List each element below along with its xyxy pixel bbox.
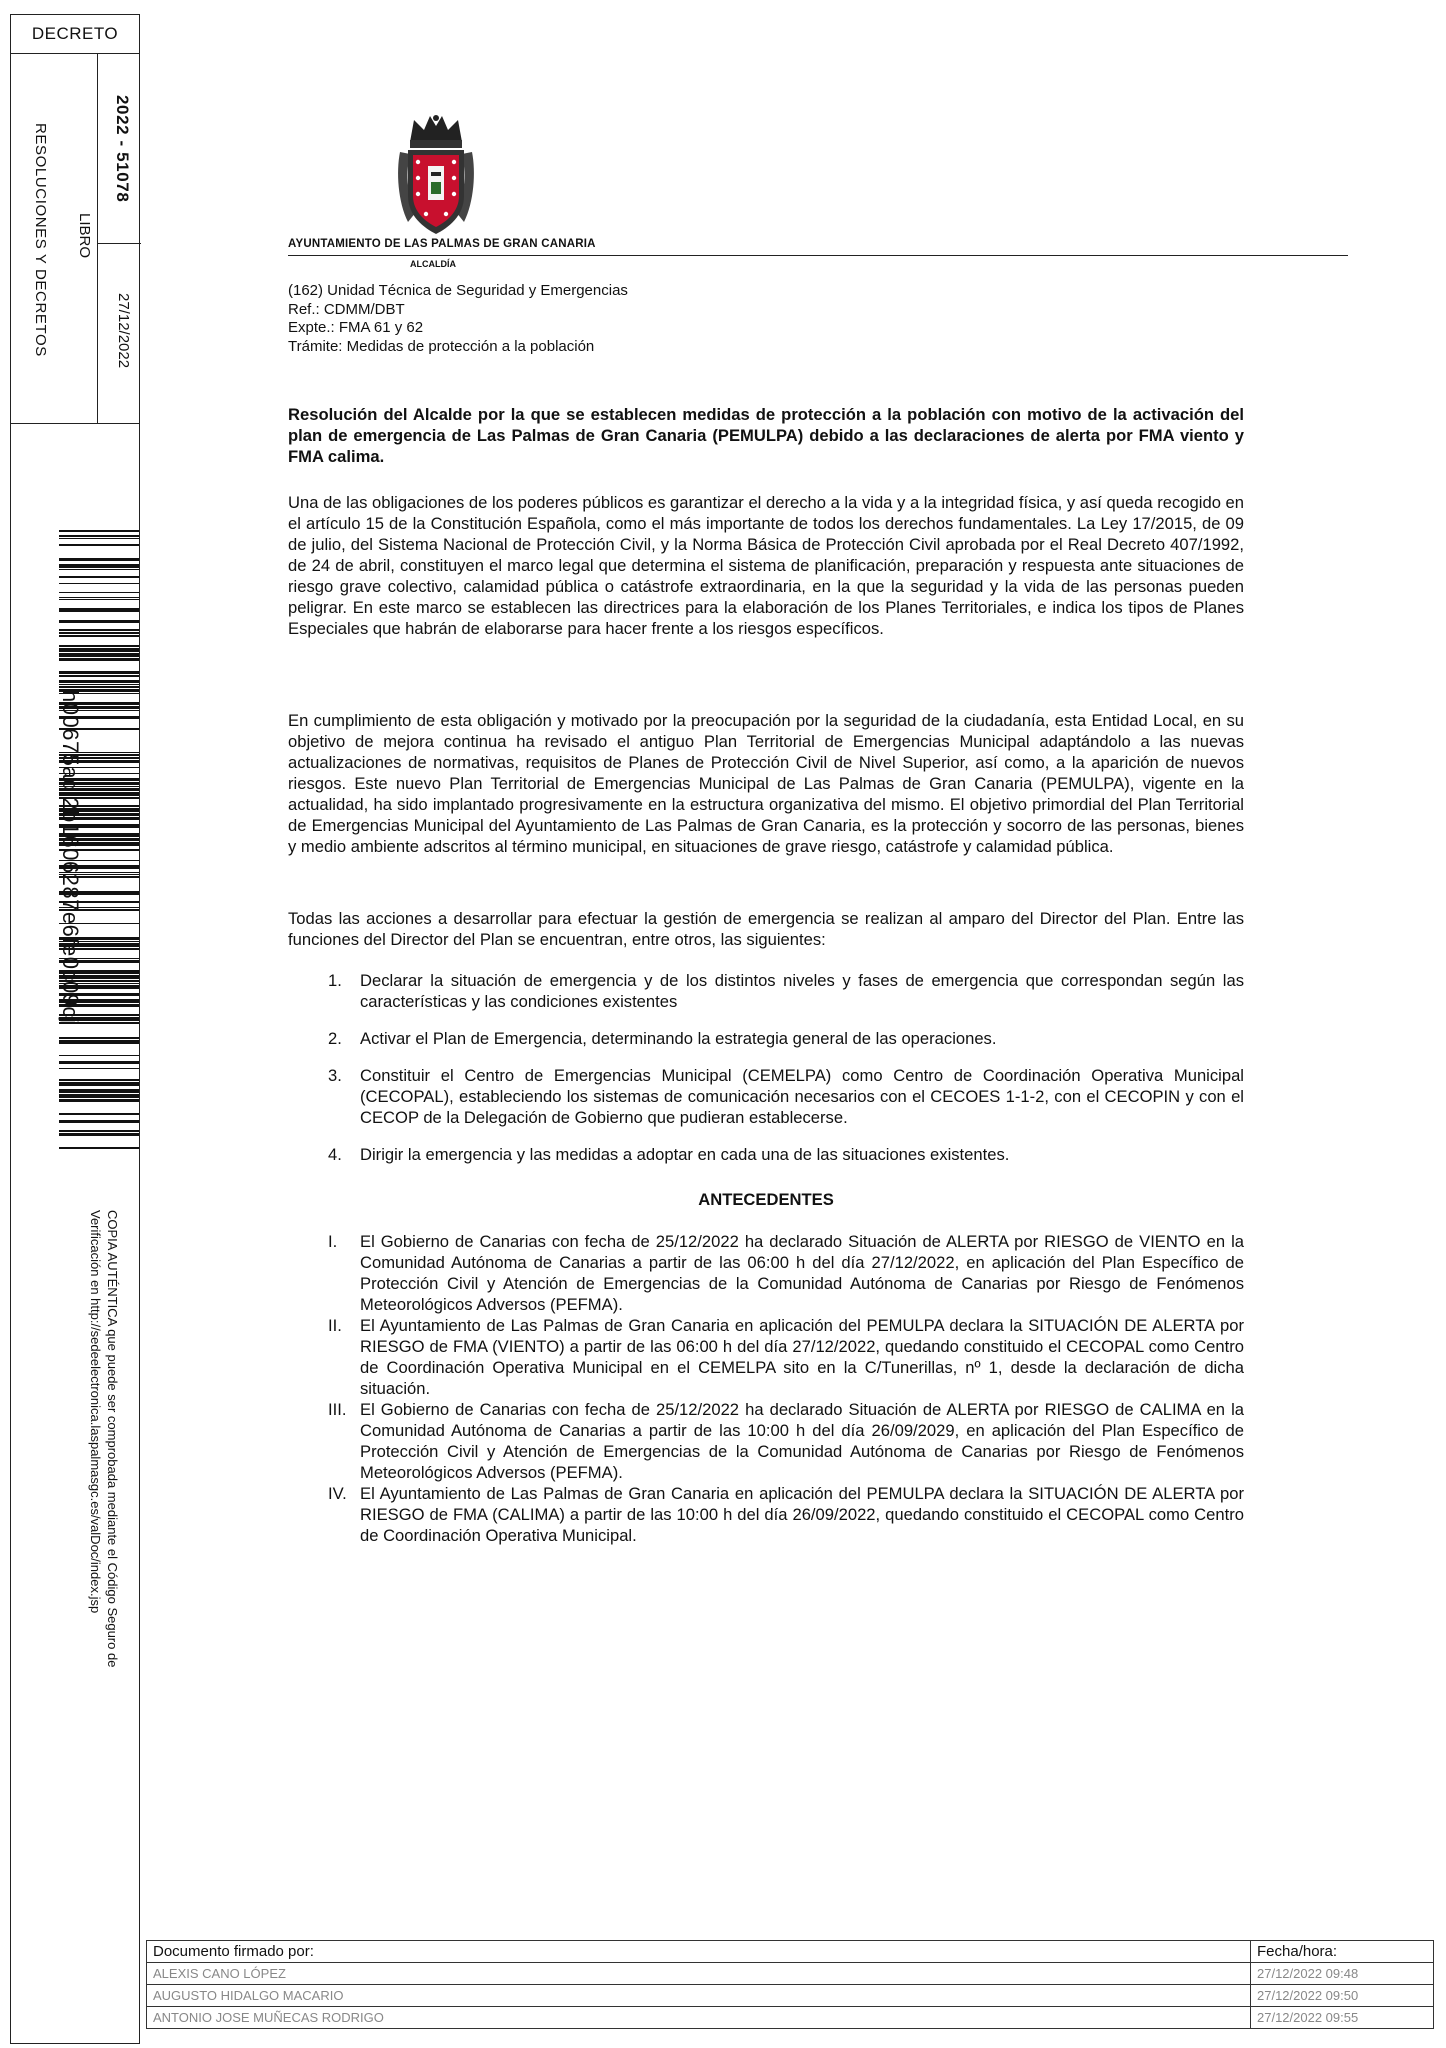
paragraph: En cumplimiento de esta obligación y motivado por la preocupación por la seguridad de la ciudadanía, esta Entidad Local, en su objetivo de mejora continua ha revisado el antiguo Plan Territorial de Emergencias Municipal adaptándolo a las nuevas actualizaciones de normativas, requisitos de Planes de Protección Civil de Nivel Superior, así como, a la aparición de nuevos riesgos. Este nuevo Plan Territorial de Emergencias Municipal de Las Palmas de Gran Canaria (PEMULPA), vigente en la actualidad, ha sido implantado progresivamente en la estructura organizativa del mismo. El objetivo primordial del Plan Territorial de Emergencias Municipal del Ayuntamiento de Las Palmas de Gran Canaria, es la protección y socorro de las personas, bienes y medio ambiente adscritos al término municipal, en situaciones de grave riesgo, catástrofe y calamidad pública. (288, 711, 1244, 856)
table-row (147, 2007, 1434, 2029)
list-item (288, 1144, 1244, 1165)
list-text: Constituir el Centro de Emergencias Municipal (CEMELPA) como Centro de Coordinación Operativa Municipal (CECOPAL), estableciendo los sistemas de comunicación necesarios con el CECOES 1-1-2, con el CECOPIN y con el CECOP de la Delegación de Gobierno que pudieran establecerse. (360, 1066, 1244, 1127)
doc-type-label: DECRETO (11, 15, 139, 54)
list-text: El Gobierno de Canarias con fecha de 25/12/2022 ha declarado Situación de ALERTA por RIESGO de CALIMA en la Comunidad Autónoma de Canarias a partir de las 10:00 h del día 26/09/2029, en aplicación del Plan Específico de Protección Civil y Atención de Emergencias de la Comunidad Autónoma de Canarias por Riesgo de Fenómenos Meteorológicos Adversos (PEFMA). (360, 1400, 1244, 1482)
section-heading: ANTECEDENTES (698, 1190, 834, 1209)
list-item (288, 1483, 1244, 1546)
list-text: El Gobierno de Canarias con fecha de 25/12/2022 ha declarado Situación de ALERTA por RIESGO de VIENTO en la Comunidad Autónoma de Canarias a partir de las 06:00 h del día 27/12/2022, en aplicación del Plan Específico de Protección Civil y Atención de Emergencias de la Comunidad Autónoma de Canarias por Riesgo de Fenómenos Meteorológicos Adversos (PEFMA). (360, 1232, 1244, 1314)
list-number: 1. (328, 971, 342, 990)
document-meta (288, 282, 628, 356)
meta-unit: (162) Unidad Técnica de Seguridad y Emergencias (288, 282, 628, 299)
paragraph: Una de las obligaciones de los poderes públicos es garantizar el derecho a la vida y a la integridad física, y así queda recogido en el artículo 15 de la Constitución Española, como el más importante de todos los derechos fundamentales. La Ley 17/2015, de 09 de julio, del Sistema Nacional de Protección Civil, y la Norma Básica de Protección Civil aprobada por el Real Decreto 407/1992, de 24 de abril, constituyen el marco legal que determina el sistema de planificación, preparación y respuesta ante situaciones de riesgo grave colectivo, calamidad pública o catástrofe extraordinaria, en la que la seguridad y la vida de las personas pueden peligrar. En este marco se establecen las directrices para la elaboración de los Planes Territoriales, e indica los tipos de Planes Especiales que habrán de elaborarse para hacer frente a los riesgos específicos. (288, 493, 1244, 638)
meta-procedure: Trámite: Medidas de protección a la población (288, 337, 595, 355)
list-text: Activar el Plan de Emergencia, determinando la estrategia general de las operaciones. (360, 1029, 997, 1048)
book-label: LIBRO (76, 213, 93, 259)
signature-time: 27/12/2022 09:55 (1251, 2007, 1434, 2029)
signed-by-header: Documento firmado por: (147, 1941, 1251, 1963)
list-number: 3. (328, 1066, 342, 1085)
list-item (288, 1231, 1244, 1315)
authentic-copy-notice (87, 1210, 121, 1667)
organization-department: ALCALDÍA (410, 259, 456, 269)
register-col-number (98, 53, 141, 423)
authentic-copy-line: Verificación en http://sedeelectronica.laspalmasgc.es/valDoc/index.jsp (88, 1210, 103, 1614)
director-functions-list (288, 970, 1244, 1181)
register-col-book (11, 53, 98, 423)
list-text: El Ayuntamiento de Las Palmas de Gran Canaria en aplicación del PEMULPA declara la SITUACIÓN DE ALERTA por RIESGO de FMA (CALIMA) a partir de las 10:00 h del día 26/09/2022, quedando constituido el CECOPAL como Centro de Coordinación Operativa Municipal. (360, 1484, 1244, 1545)
register-box (11, 53, 139, 424)
table-row (147, 1985, 1434, 2007)
margin-band (10, 14, 140, 2044)
datetime-header: Fecha/hora: (1251, 1941, 1434, 1963)
decree-number: 2022 - 51078 (113, 95, 132, 203)
table-row (147, 1963, 1434, 1985)
signer-name: ANTONIO JOSE MUÑECAS RODRIGO (147, 2007, 1251, 2029)
paragraph: Todas las acciones a desarrollar para efectuar la gestión de emergencia se realizan al amparo del Director del Plan. Entre las funciones del Director del Plan se encuentran, entre otros, las siguientes: (288, 909, 1244, 949)
signature-time: 27/12/2022 09:48 (1251, 1963, 1434, 1985)
list-number: II. (328, 1316, 342, 1335)
meta-reference: Ref.: CDMM/DBT (288, 300, 405, 318)
signer-name: AUGUSTO HIDALGO MACARIO (147, 1985, 1251, 2007)
antecedentes-list (288, 1231, 1244, 1546)
table-header-row (147, 1941, 1434, 1963)
list-item (288, 1028, 1244, 1049)
list-text: Declarar la situación de emergencia y de los distintos niveles y fases de emergencia que correspondan según las características y las condiciones existentes (360, 971, 1244, 1011)
signer-name: ALEXIS CANO LÓPEZ (147, 1963, 1251, 1985)
list-number: 2. (328, 1029, 342, 1048)
list-number: IV. (328, 1484, 347, 1503)
authentic-copy-line: COPIA AUTÉNTICA que puede ser comprobada mediante el Código Seguro de (105, 1210, 120, 1668)
meta-file-number: Expte.: FMA 61 y 62 (288, 319, 424, 336)
signature-table (146, 1940, 1434, 2029)
list-item (288, 970, 1244, 1012)
csv-code: h00675adl2b1606287e6fe0c09cj (58, 690, 83, 1024)
header-rule (288, 255, 1348, 256)
list-number: III. (328, 1400, 347, 1419)
list-item (288, 1315, 1244, 1399)
coat-of-arms-icon (396, 112, 476, 240)
book-name: RESOLUCIONES Y DECRETOS (32, 123, 49, 357)
list-number: I. (328, 1232, 338, 1251)
list-item (288, 1065, 1244, 1128)
list-text: El Ayuntamiento de Las Palmas de Gran Canaria en aplicación del PEMULPA declara la SITUACIÓN DE ALERTA por RIESGO de FMA (VIENTO) a partir de las 06:00 h del día 27/12/2022, quedando constituido el CECOPAL como Centro de Coordinación Operativa Municipal en el CEMELPA sito en la C/Tunerillas, nº 1, desde la declaración de dicha situación. (360, 1316, 1244, 1398)
organization-name: AYUNTAMIENTO DE LAS PALMAS DE GRAN CANARIA (288, 238, 596, 250)
resolution-title: Resolución del Alcalde por la que se establecen medidas de protección a la población con motivo de la activación del plan de emergencia de Las Palmas de Gran Canaria (PEMULPA) debido a las declaraciones de alerta por FMA viento y FMA calima. (288, 405, 1244, 466)
register-date: 27/12/2022 (115, 293, 132, 369)
signature-time: 27/12/2022 09:50 (1251, 1985, 1434, 2007)
list-text: Dirigir la emergencia y las medidas a adoptar en cada una de las situaciones existentes. (360, 1145, 1010, 1164)
register-divider (98, 243, 141, 244)
list-number: 4. (328, 1145, 342, 1164)
list-item (288, 1399, 1244, 1483)
